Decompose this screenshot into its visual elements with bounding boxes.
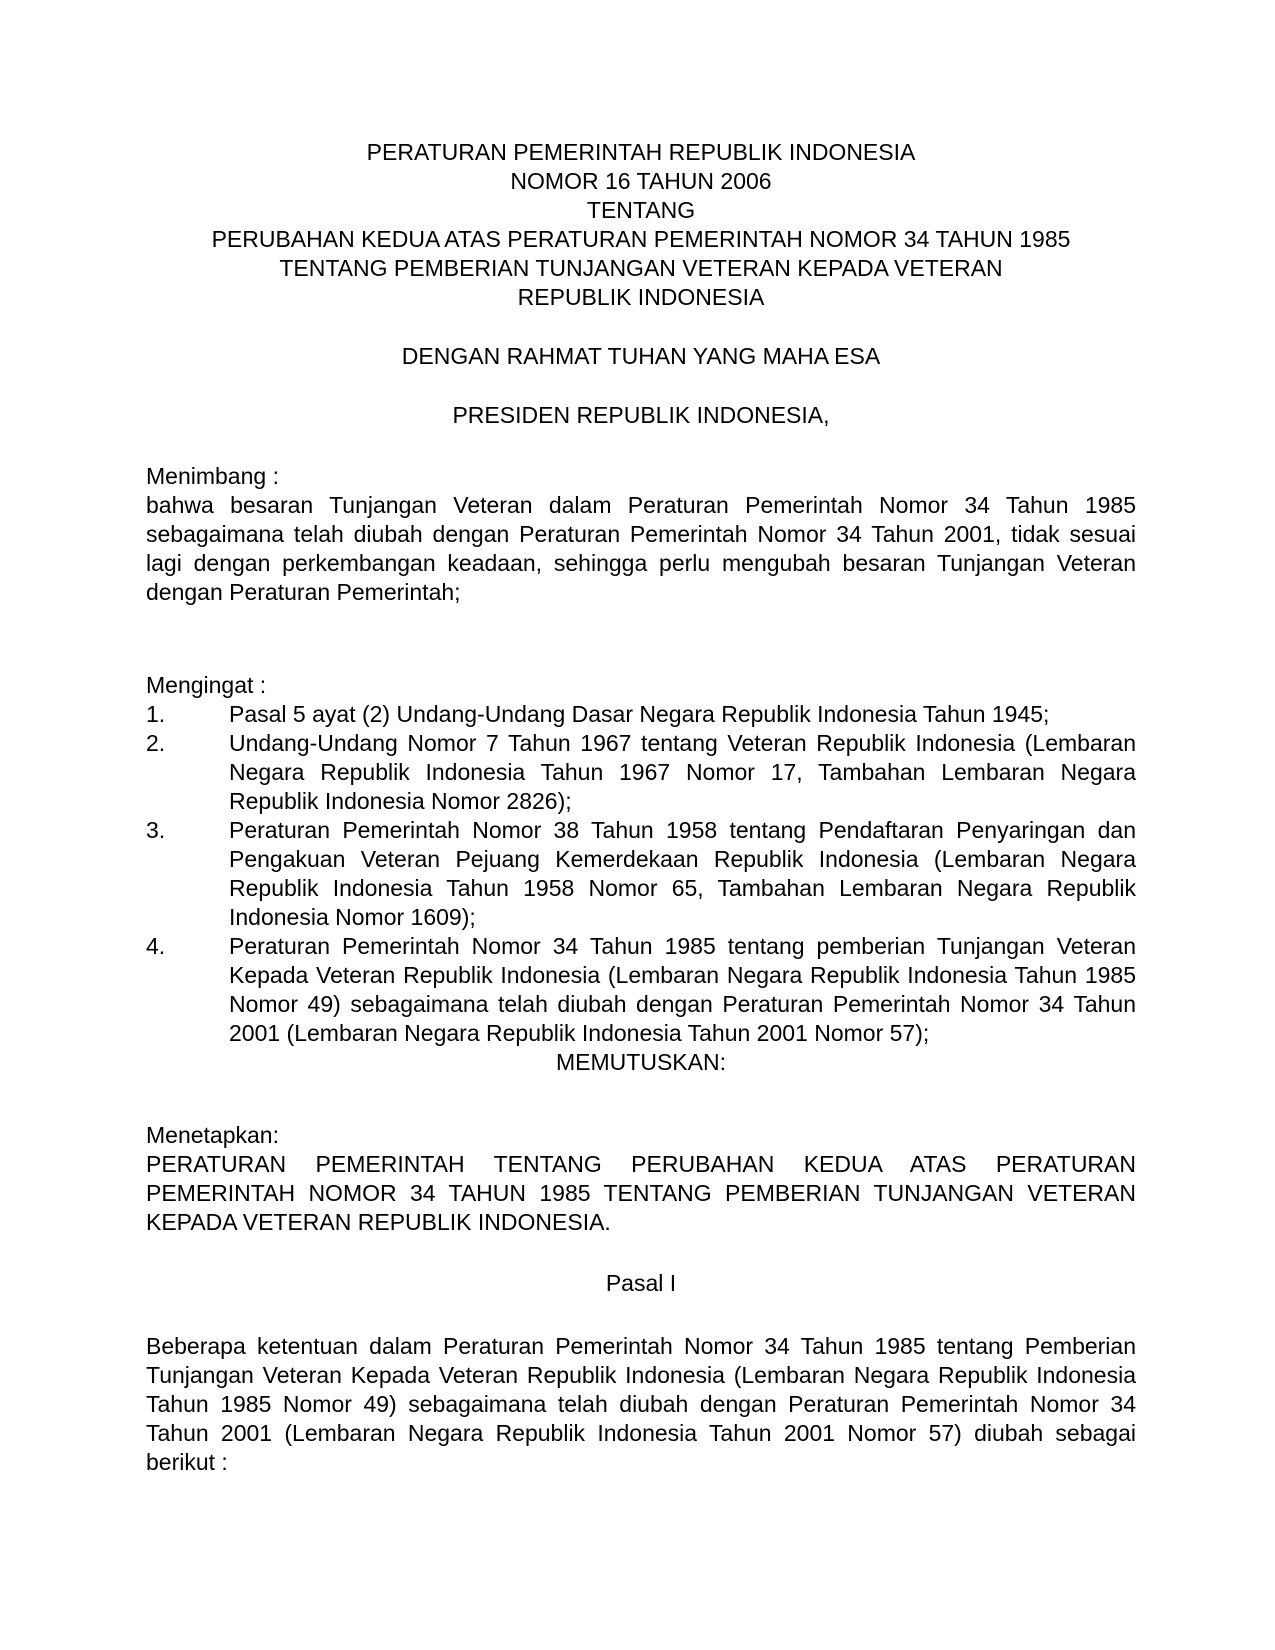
title-line: TENTANG	[586, 197, 696, 223]
list-item-number: 1.	[146, 701, 166, 727]
list-item-number: 2.	[146, 730, 166, 756]
authority-line: PRESIDEN REPUBLIK INDONESIA,	[452, 402, 830, 428]
list-item-text: Peraturan Pemerintah Nomor 34 Tahun 1985 tentang pemberian Tunjangan Veteran Kepada Veteran Republik Indonesia (Lembaran Negara Republik Indonesia Tahun 1985 Nomor 49) sebagaimana telah diubah dengan Peraturan Pemerintah Nomor 34 Tahun 2001 (Lembaran Negara Republik Indonesia Tahun 2001 Nomor 57);	[229, 933, 1136, 1046]
title-line: PERUBAHAN KEDUA ATAS PERATURAN PEMERINTAH NOMOR 34 TAHUN 1985	[211, 226, 1071, 252]
menimbang-body: bahwa besaran Tunjangan Veteran dalam Peraturan Pemerintah Nomor 34 Tahun 1985 sebagaimana telah diubah dengan Peraturan Pemerintah Nomor 34 Tahun 2001, tidak sesuai lagi dengan perkembangan keadaan, sehingga perlu mengubah besaran Tunjangan Veteran dengan Peraturan Pemerintah;	[146, 492, 1136, 605]
document-content	[146, 138, 1136, 1477]
list-item	[146, 932, 1136, 1048]
list-item-text: Peraturan Pemerintah Nomor 38 Tahun 1958 tentang Pendaftaran Penyaringan dan Pengakuan Veteran Pejuang Kemerdekaan Republik Indonesia (Lembaran Negara Republik Indonesia Tahun 1958 Nomor 65, Tambahan Lembaran Negara Republik Indonesia Nomor 1609);	[229, 817, 1136, 930]
invocation-line: DENGAN RAHMAT TUHAN YANG MAHA ESA	[401, 343, 881, 369]
mengingat-label: Mengingat :	[146, 672, 267, 698]
list-item-text: Pasal 5 ayat (2) Undang-Undang Dasar Negara Republik Indonesia Tahun 1945;	[229, 701, 1050, 727]
title-line: REPUBLIK INDONESIA	[517, 284, 765, 310]
list-item-number: 4.	[146, 933, 166, 959]
title-line: PERATURAN PEMERINTAH REPUBLIK INDONESIA	[366, 139, 916, 165]
pasal-heading: Pasal I	[605, 1270, 677, 1296]
menetapkan-body: PERATURAN PEMERINTAH TENTANG PERUBAHAN KEDUA ATAS PERATURAN PEMERINTAH NOMOR 34 TAHUN 1985 TENTANG PEMBERIAN TUNJANGAN VETERAN KEPADA VETERAN REPUBLIK INDONESIA.	[146, 1151, 1136, 1235]
list-item	[146, 700, 1136, 729]
list-item-number: 3.	[146, 817, 166, 843]
menimbang-label: Menimbang :	[146, 463, 279, 489]
title-line: TENTANG PEMBERIAN TUNJANGAN VETERAN KEPADA VETERAN	[279, 255, 1003, 281]
list-item	[146, 729, 1136, 816]
memutuskan-heading: MEMUTUSKAN:	[556, 1049, 726, 1075]
pasal-body: Beberapa ketentuan dalam Peraturan Pemerintah Nomor 34 Tahun 1985 tentang Pemberian Tunjangan Veteran Kepada Veteran Republik Indonesia (Lembaran Negara Republik Indonesia Tahun 1985 Nomor 49) sebagaimana telah diubah dengan Peraturan Pemerintah Nomor 34 Tahun 2001 (Lembaran Negara Republik Indonesia Tahun 2001 Nomor 57) diubah sebagai berikut :	[146, 1333, 1136, 1475]
title-line: NOMOR 16 TAHUN 2006	[510, 168, 772, 194]
mengingat-list	[146, 700, 1136, 1048]
list-item	[146, 816, 1136, 932]
list-item-text: Undang-Undang Nomor 7 Tahun 1967 tentang Veteran Republik Indonesia (Lembaran Negara Republik Indonesia Tahun 1967 Nomor 17, Tambahan Lembaran Negara Republik Indonesia Nomor 2826);	[229, 730, 1136, 814]
document-title-block	[146, 138, 1136, 312]
menetapkan-label: Menetapkan:	[146, 1122, 279, 1148]
